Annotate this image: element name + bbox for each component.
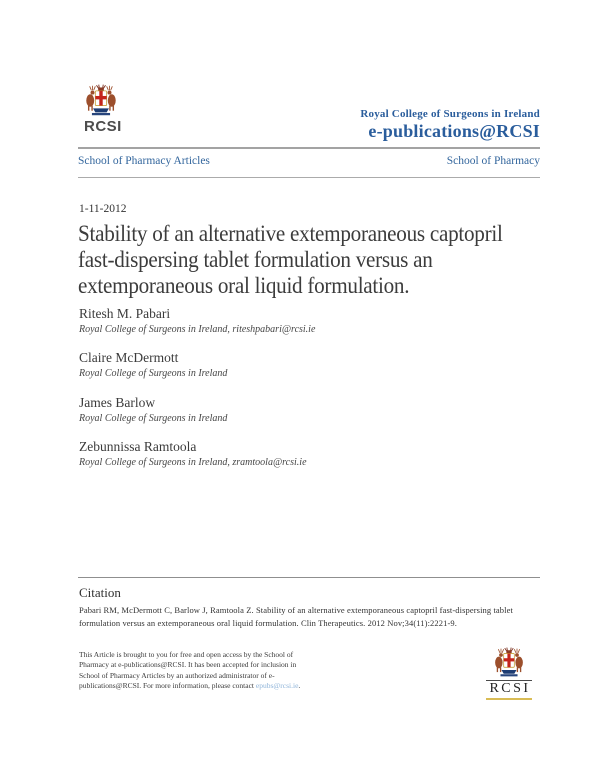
author-entry — [79, 350, 479, 381]
rcsi-logo — [84, 84, 144, 135]
contact-email-link[interactable]: epubs@rcsi.ie — [255, 681, 299, 691]
article-title — [78, 221, 503, 299]
citation-text: Pabari RM, McDermott C, Barlow J, Ramtoola Z. Stability of an alternative extemporaneous captopril fast-dispersing tablet formulation versus an extemporaneous oral liquid formulation. Clin Therapeutics. 2012 Nov;34(11):2221-9. — [79, 605, 513, 628]
author-affiliation: Royal College of Surgeons in Ireland — [79, 368, 228, 380]
citation-divider — [78, 577, 540, 578]
author-entry — [79, 306, 479, 337]
access-notice — [79, 650, 307, 691]
author-entry — [79, 439, 479, 470]
institution-name: Royal College of Surgeons in Ireland — [360, 108, 540, 120]
author-affiliation: Royal College of Surgeons in Ireland, riteshpabari@rcsi.ie — [79, 323, 316, 335]
citation-heading: Citation — [79, 585, 121, 600]
header-divider — [78, 147, 540, 149]
article-title-line: Stability of an alternative extemporaneous captopril — [78, 221, 503, 246]
author-name: Zebunnissa Ramtoola — [79, 439, 197, 455]
publication-date: 1-11-2012 — [79, 203, 127, 215]
access-notice-text: This Article is brought to you for free and open access by the School of Pharmacy at e-publications@RCSI. It has been accepted for inclusion in School of Pharmacy Articles by an authorized administrator of e-publications@RCSI. For more information, please contact — [79, 650, 297, 691]
collection-link[interactable]: School of Pharmacy Articles — [78, 155, 210, 167]
rcsi-logo-text: RCSI — [84, 118, 122, 135]
article-title-line: extemporaneous oral liquid formulation. — [78, 272, 410, 298]
rcsi-crest-icon — [84, 84, 144, 117]
author-list — [79, 306, 479, 484]
rcsi-seal-text: RCSI — [486, 680, 532, 700]
author-affiliation: Royal College of Surgeons in Ireland, zramtoola@rcsi.ie — [79, 457, 307, 468]
rcsi-footer-logo — [486, 647, 532, 700]
access-notice-period: . — [298, 681, 301, 691]
nav-divider — [78, 177, 540, 178]
rcsi-crest-icon — [486, 647, 532, 678]
author-name: Ritesh M. Pabari — [79, 306, 171, 321]
masthead — [360, 108, 540, 142]
nav-row — [78, 155, 540, 171]
author-name: James Barlow — [79, 394, 156, 410]
article-title-line: fast-dispersing tablet formulation versus an — [78, 246, 433, 272]
author-name: Claire McDermott — [79, 350, 179, 366]
department-link[interactable]: School of Pharmacy — [446, 155, 540, 167]
repository-title: e-publications@RCSI — [368, 121, 540, 141]
author-affiliation: Royal College of Surgeons in Ireland — [79, 412, 228, 424]
author-entry — [79, 395, 479, 426]
